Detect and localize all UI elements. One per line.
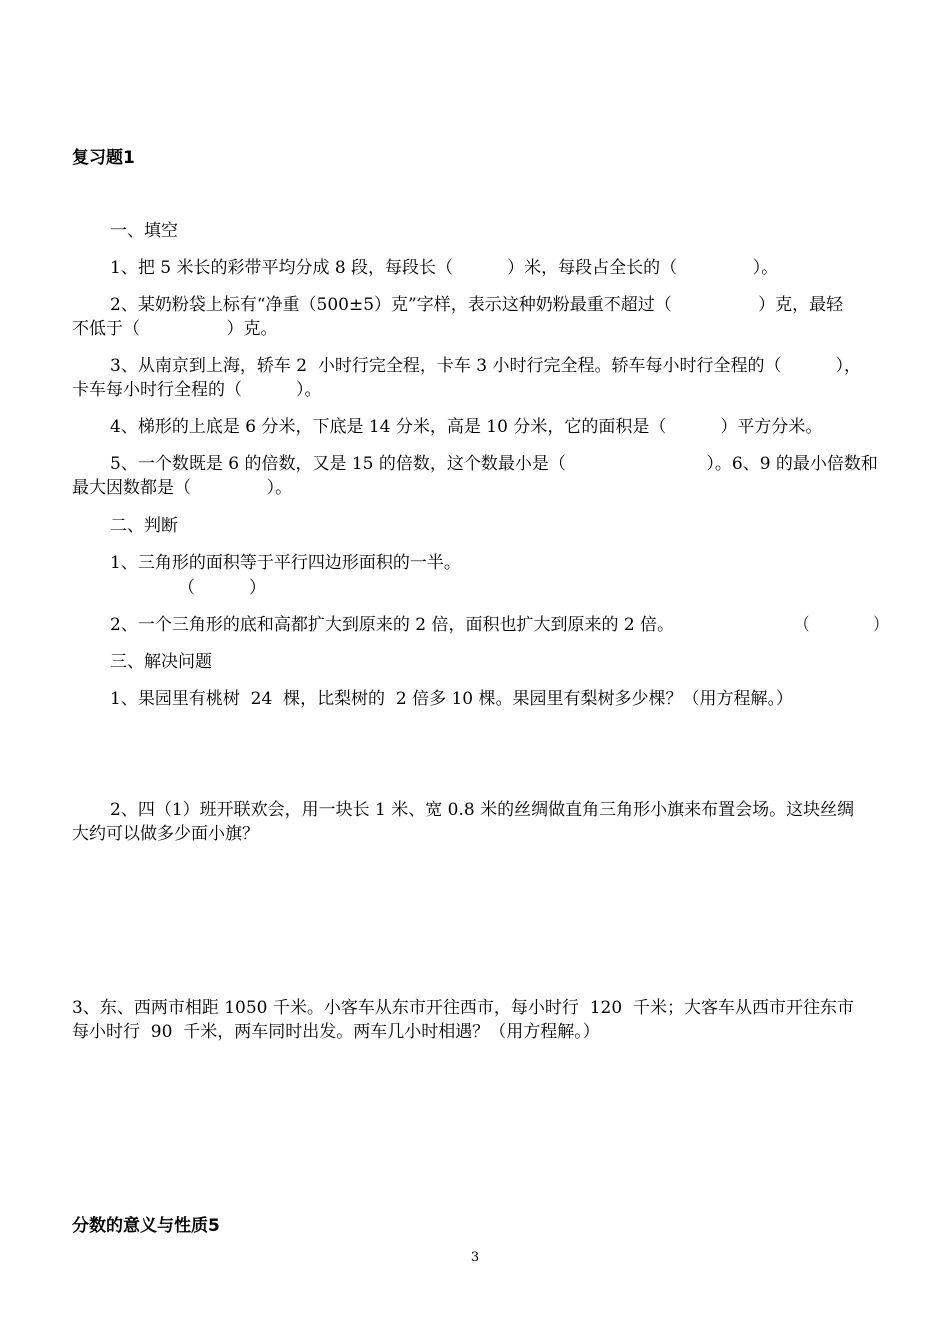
solve-question-2-line-2: 大约可以做多少面小旗？ [72,824,259,844]
section-heading-fill: 一、填空 [110,221,178,241]
fill-question-3-line-2: 卡车每小时行全程的（ ）。 [72,380,322,400]
fill-question-5-line-2: 最大因数都是（ ）。 [72,478,293,498]
solve-question-2-line-1: 2、四（1）班开联欢会，用一块长 1 米、宽 0.8 米的丝绸做直角三角形小旗来布置会场。这块丝绸 [110,800,855,820]
judge-question-2: 2、一个三角形的底和高都扩大到原来的 2 倍，面积也扩大到原来的 2 倍。 [110,615,675,635]
solve-question-3-line-2: 每小时行 90 千米，两车同时出发。两车几小时相遇？（用方程解。） [72,1022,600,1042]
section-heading-judge: 二、判断 [110,516,178,536]
fill-question-3-line-1: 3、从南京到上海，轿车 2 小时行完全程，卡车 3 小时行完全程。轿车每小时行全程的（ ）， [110,356,862,376]
fill-question-1: 1、把 5 米长的彩带平均分成 8 段，每段长（ ）米，每段占全长的（ ）。 [110,258,779,278]
fill-question-2-line-1: 2、某奶粉袋上标有“净重（500±5）克”字样，表示这种奶粉最重不超过（ ）克，最轻 [110,295,844,315]
page-title: 复习题1 [72,148,135,168]
section-heading-solve: 三、解决问题 [110,652,212,672]
solve-question-3-line-1: 3、东、西两市相距 1050 千米。小客车从东市开往西市，每小时行 120 千米；大客车从西市开往东市 [72,998,854,1018]
solve-question-1: 1、果园里有桃树 24 棵，比梨树的 2 倍多 10 棵。果园里有梨树多少棵？（用方程解。） [110,689,794,709]
next-section-title: 分数的意义与性质5 [72,1216,220,1236]
fill-question-4: 4、梯形的上底是 6 分米，下底是 14 分米，高是 10 分米，它的面积是（ ）平方分米。 [110,417,823,437]
fill-question-2-line-2: 不低于（ ）克。 [72,319,278,339]
fill-question-5-line-1: 5、一个数既是 6 的倍数，又是 15 的倍数，这个数最小是（ ）。6、9 的最小倍数和 [110,454,878,474]
judge-question-2-answer: （ ） [795,615,888,635]
judge-question-1: 1、三角形的面积等于平行四边形面积的一半。 [110,553,461,573]
page-number: 3 [470,1250,480,1265]
judge-question-1-answer: （ ） [178,578,267,598]
